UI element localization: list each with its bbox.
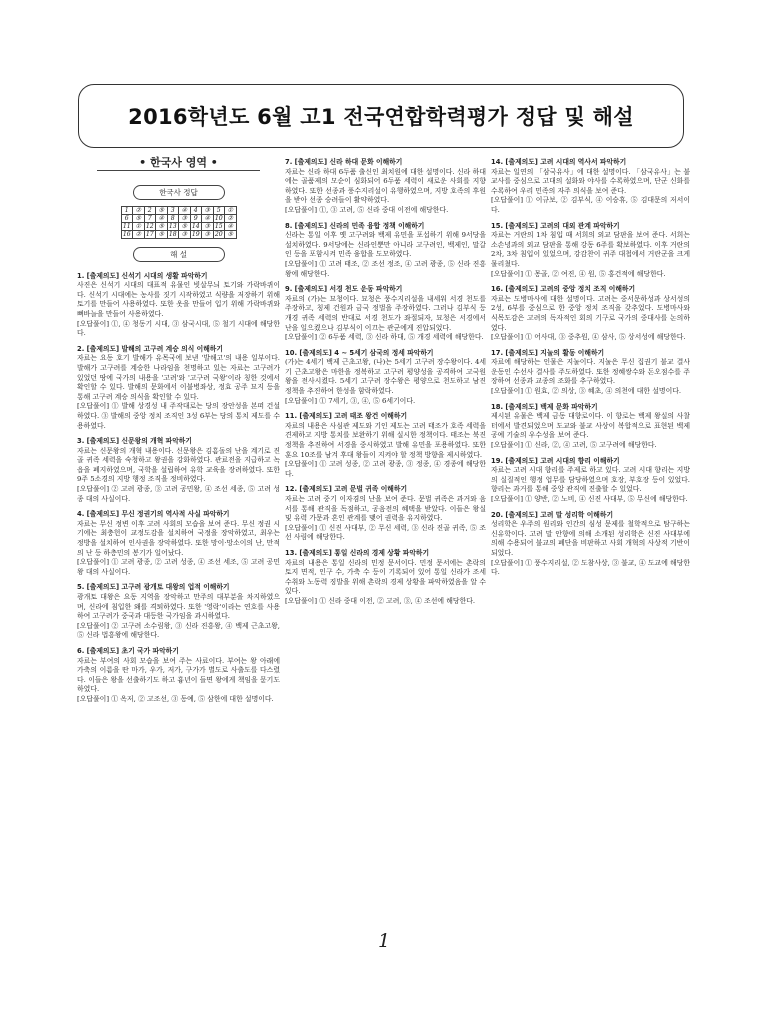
question-item — [491, 158, 690, 216]
answer-row — [121, 206, 236, 214]
question-body: 자료는 고려 시대 향리를 주제로 하고 있다. 고려 시대 향리는 지방의 실질적인 행정 업무를 담당하였으며 호장, 부호장 등이 있었다. 향리는 과거를 통해 중앙 관직에 진출할 수 있었다. — [491, 466, 690, 494]
answer-choice: ⑤ — [179, 222, 191, 230]
answer-number: 19 — [191, 230, 200, 238]
question-ans: [오답풀이] ① 양반, ② 노비, ④ 신진 사대부, ⑤ 무신에 해당한다. — [491, 495, 688, 503]
answer-choice: ① — [225, 206, 237, 214]
answer-number: 1 — [121, 206, 133, 214]
question-ans: [오답풀이] ① 고려 광종, ② 고려 성종, ④ 조선 세조, ⑤ 고려 공민왕 대의 사실이다. — [77, 558, 280, 576]
question-item — [491, 285, 690, 343]
section-title: • 한국사 영역 • — [97, 158, 260, 171]
question-item — [491, 222, 690, 280]
answer-row — [121, 222, 236, 230]
question-body: 자료에 해당하는 인물은 지눌이다. 지눌은 무신 집권기 불교 결사 운동인 수선사 결사를 주도하였다. 또한 정혜쌍수와 돈오점수를 주장하여 선종과 교종의 조화를 추구하였다. — [491, 358, 690, 386]
question-head: 17. [출제의도] 지눌의 활동 이해하기 — [491, 348, 605, 357]
question-body: 자료의 내용은 사심관 제도와 기인 제도는 고려 태조가 호족 세력을 견제하고 지방 통치를 보완하기 위해 실시한 정책이다. 태조는 북진 정책을 추진하여 서경을 중시하였고 발해 유민을 포용하였다. 또한 훈요 10조를 남겨 후대 왕들이 지켜야 할 정책 방향을 제시하였다. — [285, 421, 486, 459]
answer-choice: ④ — [225, 222, 237, 230]
question-head: 18. [출제의도] 백제 문화 파악하기 — [491, 402, 598, 411]
question-ans: [오답풀이] ① 어사대, ③ 중추원, ④ 삼사, ⑤ 상서성에 해당한다. — [491, 333, 686, 342]
answer-row — [121, 230, 236, 238]
question-ans: [오답풀이] ② 고려 광종, ③ 고려 공민왕, ④ 조선 세종, ⑤ 고려 성종 대의 사실이다. — [77, 485, 280, 503]
question-ans: [오답풀이] ② 6두품 세력, ③ 신라 하대, ⑤ 개경 세력에 해당한다. — [285, 333, 484, 342]
answer-number: 13 — [168, 222, 177, 230]
answer-choice: ③ — [202, 230, 214, 238]
question-head: 8. [출제의도] 신라의 민족 융합 정책 이해하기 — [285, 221, 425, 230]
answer-choice: ⑤ — [156, 222, 168, 230]
question-body: 자료의 (가)는 묘청이다. 묘청은 풍수지리설을 내세워 서경 천도를 주장하고, 칭제 건원과 금국 정벌을 주장하였다. 그러나 김부식 등 개경 귀족 세력의 반대로 서경 천도가 좌절되자, 묘청은 서경에서 난을 일으켰으나 김부식이 이끄는 관군에게 진압되었다. — [285, 294, 486, 332]
answer-number: 12 — [145, 222, 154, 230]
question-body: 사진은 신석기 시대의 대표적 유물인 빗살무늬 토기와 가락바퀴이다. 신석기 시대에는 농사를 짓기 시작하였고 식량을 저장하기 위해 토기를 만들어 사용하였다. 또한 옷을 만들어 입기 위해 가락바퀴와 뼈바늘을 만들어 사용하였다. — [77, 281, 280, 318]
answer-choice: ③ — [179, 230, 191, 238]
question-head: 5. [출제의도] 고구려 광개토 대왕의 업적 이해하기 — [77, 583, 230, 592]
question-ans: [오답풀이] ① 신라 중대 이전, ② 고려, ③, ④ 조선에 해당한다. — [285, 596, 476, 605]
answer-choice: ③ — [202, 206, 214, 214]
question-ans: [오답풀이] ① 풍수지리설, ② 도참사상, ③ 불교, ④ 도교에 해당한다. — [491, 558, 691, 577]
question-item — [77, 583, 280, 641]
question-ans: [오답풀이] ① 몽골, ② 여진, ④ 원, ⑤ 홍건적에 해당한다. — [491, 269, 666, 278]
question-body: 자료는 거란의 1차 침입 때 서희의 외교 담판을 보여 준다. 서희는 소손녕과의 외교 담판을 통해 강동 6주를 확보하였다. 이후 거란의 2차, 3차 침입이 있었으며, 강감찬이 귀주 대첩에서 거란군을 크게 물리쳤다. — [491, 231, 690, 268]
answer-table — [121, 206, 237, 239]
answer-number: 16 — [122, 230, 131, 238]
question-body: 자료는 무신 정변 이후 고려 사회의 모습을 보여 준다. 무신 정권 시기에는 최충헌이 교정도감을 설치하여 국정을 장악하였고, 최우는 정방을 설치하여 인사권을 장악하였다. 또한 망이·망소이의 난, 만적의 난 등 하층민의 봉기가 일어났다. — [77, 519, 280, 557]
answer-number: 17 — [145, 230, 154, 238]
question-item — [285, 285, 486, 343]
question-body: 자료는 일연의 「삼국유사」에 대한 설명이다. 「삼국유사」는 불교사를 중심으로 고대의 설화와 야사를 수록하였으며, 단군 신화를 수록하여 우리 민족의 자주 의식을 보여 준다. — [491, 167, 690, 195]
question-item — [491, 457, 690, 505]
answer-number: 7 — [144, 214, 156, 222]
question-body: 자료는 부여의 사회 모습을 보여 주는 사료이다. 부여는 왕 아래에 가축의 이름을 딴 마가, 우가, 저가, 구가가 별도로 사출도를 다스렸다. 이들은 왕을 선출하기도 하고 흉년이 들면 왕에게 책임을 묻기도 하였다. — [77, 656, 280, 694]
answer-number: 3 — [167, 206, 179, 214]
answer-number: 10 — [214, 214, 223, 222]
question-item — [285, 485, 486, 543]
question-item — [491, 403, 690, 451]
explain-label: 해 설 — [133, 247, 225, 262]
answer-choice: ④ — [179, 206, 191, 214]
question-head: 7. [출제의도] 신라 하대 문화 이해하기 — [285, 158, 403, 166]
question-head: 9. [출제의도] 서경 천도 운동 파악하기 — [285, 285, 403, 294]
question-head: 3. [출제의도] 신문왕의 개혁 파악하기 — [77, 437, 192, 446]
question-head: 12. [출제의도] 고려 문벌 귀족 이해하기 — [285, 485, 408, 494]
question-item — [285, 222, 486, 280]
answer-row — [121, 214, 236, 222]
answer-choice: ③ — [202, 222, 214, 230]
answer-choice: ④ — [202, 214, 214, 222]
question-ans: [오답풀이] ① 고려 태조, ② 조선 정조, ④ 고려 광종, ⑤ 신라 진흥왕에 해당한다. — [285, 259, 486, 278]
question-item — [285, 549, 486, 607]
question-head: 2. [출제의도] 발해의 고구려 계승 의식 이해하기 — [77, 344, 223, 353]
question-item — [77, 647, 280, 705]
answer-choice: ⑤ — [133, 214, 145, 222]
question-ans: [오답풀이] ① 고려 성종, ② 고려 광종, ③ 정종, ④ 경종에 해당한다. — [285, 460, 486, 478]
question-ans: [오답풀이] ① 옥저, ② 고조선, ③ 동예, ⑤ 삼한에 대한 설명이다. — [77, 694, 274, 703]
question-item — [491, 511, 690, 578]
answer-label: 한국사 정답 — [133, 185, 225, 200]
title-box — [78, 84, 684, 148]
question-body: 자료의 내용은 통일 신라의 민정 문서이다. 민정 문서에는 촌락의 토지 면적, 인구 수, 가축 수 등이 기록되어 있어 통일 신라가 조세 수취와 노동력 징발을 위해 촌락의 경제 상황을 파악하였음을 알 수 있다. — [285, 558, 486, 596]
question-item — [77, 272, 280, 339]
question-ans: [오답풀이] ① 이규보, ② 김부식, ④ 이승휴, ⑤ 김대문의 저서이다. — [491, 196, 690, 214]
answer-choice: ② — [133, 230, 145, 238]
question-item — [77, 345, 280, 431]
answer-number: 20 — [214, 230, 223, 238]
answer-number: 9 — [190, 214, 202, 222]
answer-choice: ② — [225, 214, 237, 222]
answer-choice: ③ — [179, 214, 191, 222]
question-body: 자료는 신문왕의 개혁 내용이다. 신문왕은 김흠돌의 난을 계기로 진골 귀족 세력을 숙청하고 왕권을 강화하였다. 관료전을 지급하고 녹읍을 폐지하였으며, 국학을 설립하여 유학 교육을 장려하였다. 또한 9주 5소경의 지방 행정 조직을 정비하였다. — [77, 446, 280, 484]
answer-number: 4 — [190, 206, 202, 214]
question-body: 자료는 도병마사에 대한 설명이다. 고려는 중서문하성과 상서성의 2성, 6부를 중심으로 한 중앙 정치 조직을 갖추었다. 도병마사와 식목도감은 고려의 독자적인 회의 기구로 국가의 중대사를 논의하였다. — [491, 294, 690, 332]
question-item — [285, 158, 486, 216]
question-item — [77, 510, 280, 577]
answer-choice: ① — [133, 222, 145, 230]
question-body: 제시된 유물은 백제 금동 대향로이다. 이 향로는 백제 왕실의 사찰 터에서 발견되었으며 도교와 불교 사상이 복합적으로 표현된 백제 공예 기술의 우수성을 보여 준다. — [491, 412, 690, 440]
question-head: 1. [출제의도] 신석기 시대의 생활 파악하기 — [77, 271, 208, 280]
question-ans: [오답풀이] ① 7세기, ③, ④, ⑤ 6세기이다. — [285, 396, 416, 405]
question-item — [285, 349, 486, 407]
question-ans: [오답풀이] ① 원효, ② 의상, ③ 혜초, ④ 의천에 대한 설명이다. — [491, 387, 682, 396]
question-item — [77, 437, 280, 504]
answer-choice: ④ — [156, 214, 168, 222]
question-body: 광개토 대왕은 요동 지역을 장악하고 만주의 대부분을 차지하였으며, 신라에 침입한 왜를 격퇴하였다. 또한 '영락'이라는 연호를 사용하여 고구려가 중국과 대등한 국가임을 과시하였다. — [77, 593, 280, 621]
question-ans: [오답풀이] ①, ④ 청동기 시대, ③ 삼국시대, ⑤ 철기 시대에 해당한다. — [77, 319, 280, 338]
question-head: 20. [출제의도] 고려 말 성리학 이해하기 — [491, 510, 614, 519]
question-ans: [오답풀이] ① 발해 상경성 내 주작대로는 당의 장안성을 본떠 건설하였다. ③ 발해의 중앙 정치 조직인 3성 6부는 당의 통치 제도를 수용하였다. — [77, 402, 280, 430]
question-head: 6. [출제의도] 초기 국가 파악하기 — [77, 646, 179, 655]
question-head: 11. [출제의도] 고려 태조 왕건 이해하기 — [285, 412, 408, 421]
question-body: 자료는 신라 하대 6두품 출신인 최치원에 대한 설명이다. 신라 하대에는 골품제의 모순이 심화되어 6두품 세력이 새로운 사회를 지향하였다. 또한 선종과 풍수지리설이 유행하였으며, 지방 호족의 후원을 받아 선종 승려들이 활약하였다. — [285, 167, 486, 205]
column-1 — [77, 158, 280, 711]
answer-choice: ② — [133, 206, 145, 214]
question-ans: [오답풀이] ① 신진 사대부, ② 무신 세력, ③ 신라 진골 귀족, ⑤ 조선 사림에 해당한다. — [285, 523, 486, 542]
answer-choice: ⑤ — [156, 230, 168, 238]
question-head: 19. [출제의도] 고려 시대의 향리 이해하기 — [491, 456, 620, 465]
question-head: 15. [출제의도] 고려의 대외 관계 파악하기 — [491, 221, 620, 230]
question-head: 13. [출제의도] 통일 신라의 경제 상황 파악하기 — [285, 548, 430, 557]
page-title: 2016학년도 6월 고1 전국연합학력평가 정답 및 해설 — [128, 105, 634, 129]
question-body: 자료는 고려 중기 이자겸의 난을 보여 준다. 문벌 귀족은 과거와 음서를 통해 관직을 독점하고, 공음전의 혜택을 받았다. 이들은 왕실 및 유력 가문과 혼인 관계를 맺어 권력을 유지하였다. — [285, 495, 486, 523]
answer-number: 14 — [191, 222, 200, 230]
question-item — [491, 349, 690, 397]
question-body: 자료는 요동 호기 발해가 유목국에 보낸 '발해고'의 내용 일부이다. 발해가 고구려를 계승한 나라임을 천명하고 있는 자료는 고구려가 있었던 땅에 국가의 내용을 '고려'와 '고구려 국왕'이라 칭한 것에서 확인할 수 있다. 발해의 문화에서 이불병좌상, 정효 공주 묘지 등을 통해 고구려 계승 의식을 확인할 수 있다. — [77, 354, 280, 401]
question-body: 성리학은 우주의 원리와 인간의 심성 문제를 철학적으로 탐구하는 신유학이다. 고려 말 안향에 의해 소개된 성리학은 신진 사대부에 의해 수용되어 불교의 폐단을 비판하고 사회 개혁의 사상적 기반이 되었다. — [491, 520, 690, 557]
question-head: 16. [출제의도] 고려의 중앙 정치 조직 이해하기 — [491, 285, 636, 294]
question-ans: [오답풀이] ① 신라, ②, ④ 고려, ⑤ 고구려에 해당한다. — [491, 441, 657, 450]
question-body: (가)는 4세기 백제 근초고왕, (나)는 5세기 고구려 장수왕이다. 4세기 근초고왕은 마한을 정복하고 고구려 평양성을 공격하여 고국원왕을 전사시켰다. 5세기 고구려 장수왕은 평양으로 천도하고 남진 정책을 추진하여 한성을 함락하였다. — [285, 358, 486, 396]
answer-number: 5 — [213, 206, 225, 214]
answer-choice: ⑤ — [225, 230, 237, 238]
question-head: 4. [출제의도] 무신 정권기의 역사적 사실 파악하기 — [77, 510, 230, 519]
column-2 — [285, 158, 486, 613]
question-head: 14. [출제의도] 고려 시대의 역사서 파악하기 — [491, 158, 627, 166]
answer-number: 15 — [214, 222, 223, 230]
question-ans: [오답풀이] ② 고구려 소수림왕, ③ 신라 진흥왕, ④ 백제 근초고왕, ⑤ 신라 법흥왕에 해당한다. — [77, 621, 280, 640]
question-ans: [오답풀이] ①, ③ 고려, ⑤ 신라 중대 이전에 해당한다. — [285, 205, 449, 214]
answer-number: 8 — [167, 214, 179, 222]
answer-number: 18 — [168, 230, 177, 238]
page-number: 1 — [377, 930, 391, 952]
column-3 — [491, 158, 690, 584]
answer-number: 6 — [121, 214, 133, 222]
answer-number: 11 — [122, 222, 131, 230]
question-body: 신라는 통일 이후 옛 고구려와 백제 유민을 포섭하기 위해 9서당을 설치하였다. 9서당에는 신라인뿐만 아니라 고구려인, 백제인, 말갈인 등을 포함시켜 민족 융합을 도모하였다. — [285, 231, 486, 259]
question-item — [285, 412, 486, 479]
answer-number: 2 — [144, 206, 156, 214]
answer-choice: ⑤ — [156, 206, 168, 214]
question-head: 10. [출제의도] 4 ~ 5세기 삼국의 정세 파악하기 — [285, 348, 434, 357]
